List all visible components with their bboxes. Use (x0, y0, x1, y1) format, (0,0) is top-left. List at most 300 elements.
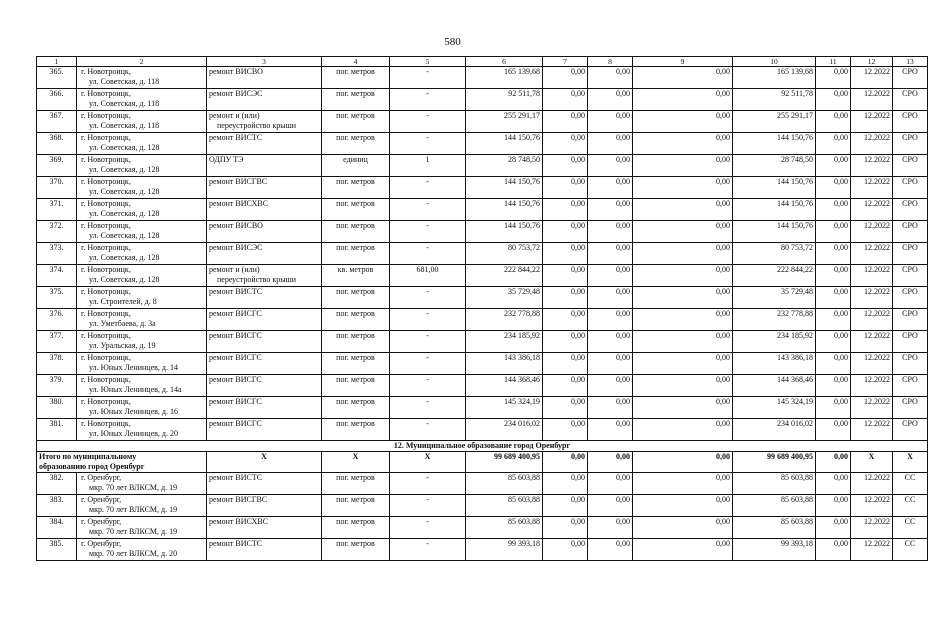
work-type-line-1: ремонт ВИСГС (209, 353, 262, 362)
quantity: - (390, 199, 466, 221)
fund-regional: 0,00 (588, 287, 633, 309)
quantity: 1 (390, 155, 466, 177)
row-number: 375. (37, 287, 77, 309)
address (77, 177, 207, 199)
address (77, 133, 207, 155)
fund-regional: 0,00 (588, 353, 633, 375)
fund-regional: 0,00 (588, 397, 633, 419)
total-fund-federal: 0,00 (543, 452, 588, 473)
address-line-1: г. Новотроицк, (81, 221, 131, 230)
work-type-line-1: ремонт ВИСГС (209, 331, 262, 340)
fund-owners: 144 150,76 (733, 199, 816, 221)
address (77, 397, 207, 419)
work-type-line-1: ОДПУ ТЭ (209, 155, 244, 164)
fund-other: 0,00 (816, 495, 851, 517)
table-row (37, 287, 928, 309)
fund-regional: 0,00 (588, 155, 633, 177)
address-line-1: г. Новотроицк, (81, 243, 131, 252)
work-type-line-1: ремонт ВИСГВС (209, 495, 268, 504)
quantity: - (390, 309, 466, 331)
total-cost: 145 324,19 (466, 397, 543, 419)
quantity: - (390, 331, 466, 353)
address-line-1: г. Новотроицк, (81, 133, 131, 142)
address-line-2: мкр. 70 лет ВЛКСМ, д. 19 (89, 505, 178, 514)
completion-date: 12.2022 (851, 111, 893, 133)
completion-date: 12.2022 (851, 243, 893, 265)
work-type (207, 419, 322, 441)
completion-date: 12.2022 (851, 397, 893, 419)
address-line-2: ул. Советская, д. 128 (89, 165, 160, 174)
work-type (207, 89, 322, 111)
table-row (37, 331, 928, 353)
fund-method: СРО (893, 177, 928, 199)
work-type (207, 287, 322, 309)
work-type (207, 199, 322, 221)
address-line-2: ул. Советская, д. 128 (89, 275, 160, 284)
unit: пог. метров (322, 495, 390, 517)
fund-regional: 0,00 (588, 539, 633, 561)
address-line-1: г. Оренбург, (81, 495, 122, 504)
fund-federal: 0,00 (543, 133, 588, 155)
address-line-1: г. Оренбург, (81, 473, 122, 482)
fund-other: 0,00 (816, 177, 851, 199)
table-row (37, 375, 928, 397)
total-label-line-2: образованию город Оренбург (39, 462, 145, 471)
address (77, 243, 207, 265)
work-type (207, 375, 322, 397)
address-line-1: г. Новотроицк, (81, 67, 131, 76)
work-type-line-1: ремонт ВИСТС (209, 539, 263, 548)
quantity: - (390, 89, 466, 111)
unit: пог. метров (322, 309, 390, 331)
quantity: - (390, 287, 466, 309)
fund-method: СС (893, 495, 928, 517)
header-cell: 1 (37, 57, 77, 67)
fund-owners: 35 729,48 (733, 287, 816, 309)
total-fund-method: X (893, 452, 928, 473)
quantity: - (390, 419, 466, 441)
header-cell: 10 (733, 57, 816, 67)
address (77, 495, 207, 517)
fund-owners: 234 185,92 (733, 331, 816, 353)
completion-date: 12.2022 (851, 199, 893, 221)
table-row (37, 133, 928, 155)
fund-local: 0,00 (633, 133, 733, 155)
fund-regional: 0,00 (588, 67, 633, 89)
fund-local: 0,00 (633, 539, 733, 561)
address-line-2: ул. Юных Ленинцев, д. 20 (89, 429, 178, 438)
completion-date: 12.2022 (851, 287, 893, 309)
fund-local: 0,00 (633, 265, 733, 287)
fund-owners: 85 603,88 (733, 495, 816, 517)
work-type-line-1: ремонт ВИСГС (209, 375, 262, 384)
fund-owners: 234 016,02 (733, 419, 816, 441)
fund-federal: 0,00 (543, 265, 588, 287)
fund-federal: 0,00 (543, 287, 588, 309)
address-line-1: г. Новотроицк, (81, 375, 131, 384)
table-row (37, 221, 928, 243)
completion-date: 12.2022 (851, 331, 893, 353)
total-cost: 85 603,88 (466, 473, 543, 495)
row-number: 370. (37, 177, 77, 199)
capital-repair-table (36, 56, 928, 561)
fund-other: 0,00 (816, 89, 851, 111)
total-cost: 144 150,76 (466, 133, 543, 155)
work-type (207, 111, 322, 133)
fund-method: СРО (893, 243, 928, 265)
address (77, 155, 207, 177)
address-line-2: ул. Советская, д. 128 (89, 143, 160, 152)
work-type (207, 539, 322, 561)
fund-local: 0,00 (633, 111, 733, 133)
unit: пог. метров (322, 517, 390, 539)
fund-owners: 85 603,88 (733, 473, 816, 495)
fund-regional: 0,00 (588, 243, 633, 265)
fund-other: 0,00 (816, 199, 851, 221)
total-quantity: X (390, 452, 466, 473)
header-cell: 7 (543, 57, 588, 67)
header-cell: 6 (466, 57, 543, 67)
fund-federal: 0,00 (543, 243, 588, 265)
quantity: - (390, 353, 466, 375)
work-type-line-1: ремонт ВИСГС (209, 419, 262, 428)
address-line-2: ул. Юных Ленинцев, д. 14 (89, 363, 178, 372)
header-cell: 9 (633, 57, 733, 67)
header-cell: 4 (322, 57, 390, 67)
fund-owners: 80 753,72 (733, 243, 816, 265)
fund-other: 0,00 (816, 375, 851, 397)
total-fund-local: 0,00 (633, 452, 733, 473)
address-line-2: ул. Уральская, д. 19 (89, 341, 156, 350)
quantity: - (390, 375, 466, 397)
fund-other: 0,00 (816, 517, 851, 539)
fund-local: 0,00 (633, 287, 733, 309)
address-line-2: ул. Советская, д. 118 (89, 99, 160, 108)
fund-other: 0,00 (816, 419, 851, 441)
quantity: - (390, 495, 466, 517)
address-line-1: г. Новотроицк, (81, 397, 131, 406)
quantity: - (390, 539, 466, 561)
fund-federal: 0,00 (543, 199, 588, 221)
address-line-2: ул. Юных Ленинцев, д. 14а (89, 385, 182, 394)
fund-method: СРО (893, 67, 928, 89)
unit: пог. метров (322, 243, 390, 265)
total-cost: 80 753,72 (466, 243, 543, 265)
table-row (37, 473, 928, 495)
work-type-line-1: ремонт ВИСВО (209, 67, 263, 76)
total-cost: 144 150,76 (466, 199, 543, 221)
row-number: 383. (37, 495, 77, 517)
total-fund-owners: 99 689 400,95 (733, 452, 816, 473)
fund-other: 0,00 (816, 67, 851, 89)
fund-regional: 0,00 (588, 265, 633, 287)
fund-owners: 92 511,78 (733, 89, 816, 111)
total-cost: 255 291,17 (466, 111, 543, 133)
row-number: 371. (37, 199, 77, 221)
row-number: 372. (37, 221, 77, 243)
row-number: 366. (37, 89, 77, 111)
address-line-2: ул. Строителей, д. 8 (89, 297, 157, 306)
total-label-line-1: Итого по муниципальному (39, 452, 137, 461)
fund-other: 0,00 (816, 221, 851, 243)
unit: пог. метров (322, 67, 390, 89)
address-line-2: ул. Советская, д. 128 (89, 231, 160, 240)
row-number: 382. (37, 473, 77, 495)
work-type-line-1: ремонт ВИСГС (209, 309, 262, 318)
fund-method: СРО (893, 397, 928, 419)
total-cost: 99 689 400,95 (466, 452, 543, 473)
address-line-2: ул. Советская, д. 128 (89, 209, 160, 218)
total-cost: 234 185,92 (466, 331, 543, 353)
unit: кв. метров (322, 265, 390, 287)
address (77, 517, 207, 539)
fund-owners: 255 291,17 (733, 111, 816, 133)
fund-local: 0,00 (633, 243, 733, 265)
fund-federal: 0,00 (543, 517, 588, 539)
table-body (37, 57, 928, 561)
fund-other: 0,00 (816, 473, 851, 495)
address-line-1: г. Новотроицк, (81, 287, 131, 296)
fund-owners: 144 150,76 (733, 177, 816, 199)
address-line-2: мкр. 70 лет ВЛКСМ, д. 20 (89, 549, 178, 558)
fund-federal: 0,00 (543, 375, 588, 397)
row-number: 384. (37, 517, 77, 539)
fund-method: СРО (893, 111, 928, 133)
fund-method: СС (893, 539, 928, 561)
row-number: 379. (37, 375, 77, 397)
table-row (37, 177, 928, 199)
fund-federal: 0,00 (543, 495, 588, 517)
address-line-1: г. Новотроицк, (81, 419, 131, 428)
table-row (37, 397, 928, 419)
work-type (207, 473, 322, 495)
address-line-1: г. Новотроицк, (81, 331, 131, 340)
work-type-line-2: переустройство крыши (217, 275, 297, 284)
fund-local: 0,00 (633, 517, 733, 539)
table-row (37, 517, 928, 539)
fund-federal: 0,00 (543, 89, 588, 111)
fund-federal: 0,00 (543, 111, 588, 133)
fund-other: 0,00 (816, 397, 851, 419)
fund-method: СРО (893, 89, 928, 111)
fund-regional: 0,00 (588, 517, 633, 539)
unit: пог. метров (322, 89, 390, 111)
fund-regional: 0,00 (588, 309, 633, 331)
total-cost: 232 778,88 (466, 309, 543, 331)
fund-other: 0,00 (816, 155, 851, 177)
work-type-line-1: ремонт ВИСГВС (209, 177, 268, 186)
address-line-1: г. Новотроицк, (81, 111, 131, 120)
fund-owners: 144 150,76 (733, 221, 816, 243)
fund-federal: 0,00 (543, 473, 588, 495)
row-number: 374. (37, 265, 77, 287)
work-type (207, 67, 322, 89)
total-cost: 143 386,18 (466, 353, 543, 375)
completion-date: 12.2022 (851, 539, 893, 561)
table-row (37, 155, 928, 177)
total-work-type: X (207, 452, 322, 473)
unit: пог. метров (322, 221, 390, 243)
fund-local: 0,00 (633, 353, 733, 375)
total-cost: 99 393,18 (466, 539, 543, 561)
fund-method: СРО (893, 375, 928, 397)
work-type (207, 177, 322, 199)
unit: пог. метров (322, 375, 390, 397)
address-line-2: мкр. 70 лет ВЛКСМ, д. 19 (89, 483, 178, 492)
header-cell: 11 (816, 57, 851, 67)
address-line-2: мкр. 70 лет ВЛКСМ, д. 19 (89, 527, 178, 536)
work-type (207, 397, 322, 419)
completion-date: 12.2022 (851, 473, 893, 495)
work-type (207, 243, 322, 265)
fund-federal: 0,00 (543, 353, 588, 375)
completion-date: 12.2022 (851, 89, 893, 111)
fund-regional: 0,00 (588, 111, 633, 133)
completion-date: 12.2022 (851, 419, 893, 441)
fund-federal: 0,00 (543, 177, 588, 199)
total-cost: 144 368,46 (466, 375, 543, 397)
address-line-2: ул. Уметбаева, д. 3а (89, 319, 156, 328)
fund-owners: 28 748,50 (733, 155, 816, 177)
total-label (37, 452, 207, 473)
table-row (37, 67, 928, 89)
total-cost: 165 139,68 (466, 67, 543, 89)
fund-local: 0,00 (633, 89, 733, 111)
work-type-line-2: переустройство крыши (217, 121, 297, 130)
address-line-1: г. Новотроицк, (81, 177, 131, 186)
work-type-line-1: ремонт ВИСТС (209, 473, 263, 482)
total-fund-regional: 0,00 (588, 452, 633, 473)
completion-date: 12.2022 (851, 177, 893, 199)
address (77, 265, 207, 287)
row-number: 378. (37, 353, 77, 375)
unit: пог. метров (322, 287, 390, 309)
total-cost: 85 603,88 (466, 517, 543, 539)
row-number: 377. (37, 331, 77, 353)
table-row (37, 89, 928, 111)
fund-other: 0,00 (816, 243, 851, 265)
fund-local: 0,00 (633, 419, 733, 441)
address-line-2: ул. Советская, д. 128 (89, 253, 160, 262)
address-line-1: г. Новотроицк, (81, 353, 131, 362)
fund-local: 0,00 (633, 155, 733, 177)
quantity: - (390, 473, 466, 495)
fund-regional: 0,00 (588, 177, 633, 199)
row-number: 381. (37, 419, 77, 441)
table-row (37, 111, 928, 133)
quantity: - (390, 133, 466, 155)
fund-owners: 144 368,46 (733, 375, 816, 397)
page-number: 580 (444, 36, 461, 48)
row-number: 365. (37, 67, 77, 89)
unit: пог. метров (322, 353, 390, 375)
unit: пог. метров (322, 397, 390, 419)
total-cost: 92 511,78 (466, 89, 543, 111)
unit: пог. метров (322, 419, 390, 441)
fund-local: 0,00 (633, 309, 733, 331)
fund-regional: 0,00 (588, 133, 633, 155)
fund-local: 0,00 (633, 221, 733, 243)
fund-other: 0,00 (816, 331, 851, 353)
address (77, 111, 207, 133)
column-number-header (37, 57, 928, 67)
work-type (207, 331, 322, 353)
table-row (37, 243, 928, 265)
fund-owners: 222 844,22 (733, 265, 816, 287)
work-type-line-1: ремонт ВИСТС (209, 133, 263, 142)
address (77, 309, 207, 331)
table-row (37, 265, 928, 287)
completion-date: 12.2022 (851, 353, 893, 375)
address (77, 67, 207, 89)
row-number: 380. (37, 397, 77, 419)
section-title-row (37, 441, 928, 452)
quantity: - (390, 243, 466, 265)
header-cell: 3 (207, 57, 322, 67)
completion-date: 12.2022 (851, 133, 893, 155)
fund-method: СРО (893, 265, 928, 287)
fund-method: СС (893, 473, 928, 495)
unit: единиц (322, 155, 390, 177)
address (77, 473, 207, 495)
unit: пог. метров (322, 539, 390, 561)
total-completion-date: X (851, 452, 893, 473)
address-line-1: г. Новотроицк, (81, 155, 131, 164)
fund-regional: 0,00 (588, 375, 633, 397)
address (77, 375, 207, 397)
fund-method: СРО (893, 133, 928, 155)
total-cost: 85 603,88 (466, 495, 543, 517)
work-type-line-1: ремонт и (или) (209, 265, 260, 274)
table-row (37, 495, 928, 517)
fund-local: 0,00 (633, 397, 733, 419)
work-type-line-1: ремонт ВИСТС (209, 287, 263, 296)
address (77, 287, 207, 309)
address-line-1: г. Новотроицк, (81, 89, 131, 98)
fund-federal: 0,00 (543, 539, 588, 561)
fund-federal: 0,00 (543, 155, 588, 177)
work-type-line-1: ремонт ВИСХВС (209, 199, 269, 208)
address (77, 419, 207, 441)
fund-other: 0,00 (816, 539, 851, 561)
section-title: 12. Муниципальное образование город Оренбург (37, 441, 928, 452)
address-line-2: ул. Советская, д. 118 (89, 77, 160, 86)
fund-local: 0,00 (633, 495, 733, 517)
header-cell: 12 (851, 57, 893, 67)
fund-federal: 0,00 (543, 419, 588, 441)
fund-owners: 232 778,88 (733, 309, 816, 331)
completion-date: 12.2022 (851, 265, 893, 287)
total-cost: 144 150,76 (466, 221, 543, 243)
address (77, 353, 207, 375)
row-number: 385. (37, 539, 77, 561)
work-type (207, 155, 322, 177)
completion-date: 12.2022 (851, 155, 893, 177)
completion-date: 12.2022 (851, 517, 893, 539)
header-cell: 5 (390, 57, 466, 67)
table-row (37, 539, 928, 561)
total-cost: 28 748,50 (466, 155, 543, 177)
work-type-line-1: ремонт ВИСГС (209, 397, 262, 406)
work-type-line-1: ремонт и (или) (209, 111, 260, 120)
work-type (207, 495, 322, 517)
work-type (207, 133, 322, 155)
work-type-line-1: ремонт ВИСЭС (209, 89, 263, 98)
address-line-1: г. Новотроицк, (81, 309, 131, 318)
fund-other: 0,00 (816, 133, 851, 155)
address-line-1: г. Новотроицк, (81, 199, 131, 208)
fund-method: СРО (893, 309, 928, 331)
